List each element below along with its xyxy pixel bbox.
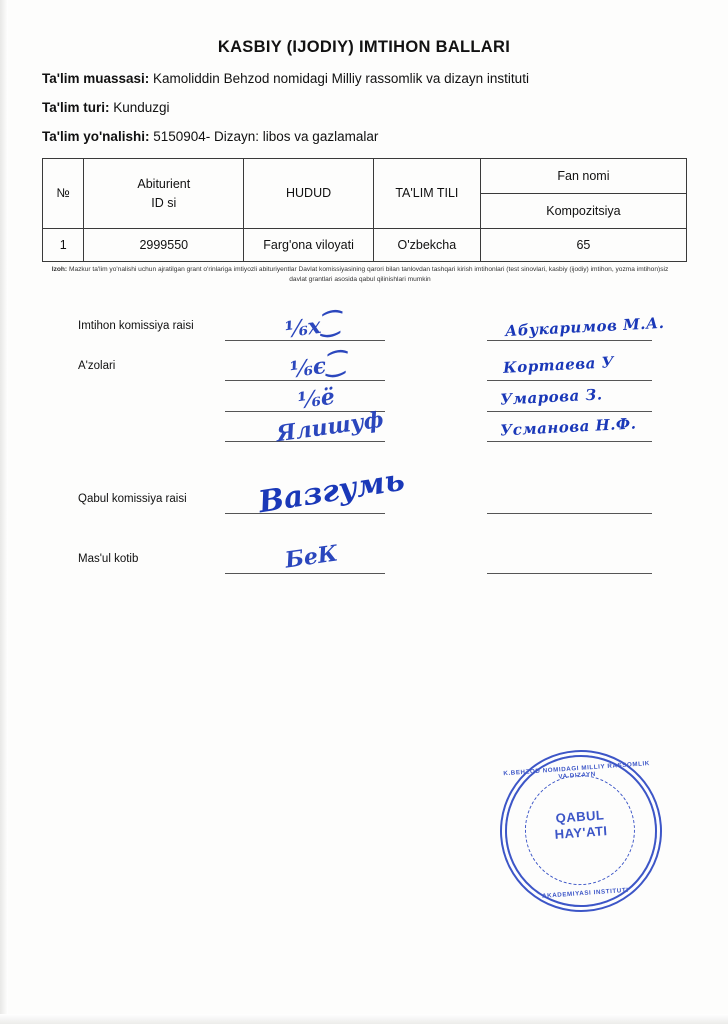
signature-line-secretary-left: [225, 573, 385, 574]
signature-line-secretary-right: [487, 573, 652, 574]
header-subject-name: Kompozitsiya: [480, 194, 686, 229]
signature-ink-member1: ⅙є⁐: [288, 350, 346, 384]
signature-line-member1-left: [225, 380, 385, 381]
signature-ink-member2: ⅙ё: [296, 383, 337, 415]
signature-label-members: A'zolari: [78, 360, 116, 372]
field-institution: [42, 71, 529, 86]
cell-applicant-id: 2999550: [84, 229, 244, 262]
header-subject-group: Fan nomi: [480, 159, 686, 194]
cell-region: Farg'ona viloyati: [244, 229, 374, 262]
footnote-lead: Izoh:: [51, 266, 68, 273]
scan-edge-bottom: [0, 1014, 728, 1024]
stamp-arc-bottom: AKADEMIYASI INSTITUTI: [541, 886, 629, 900]
header-region: HUDUD: [244, 159, 374, 229]
signature-line-member3-right: [487, 441, 652, 442]
field-program-value: 5150904- Dizayn: libos va gazlamalar: [153, 129, 379, 144]
signature-line-admission-left: [225, 513, 385, 514]
table-header-row: [43, 159, 687, 194]
signature-label-admission-chairman: Qabul komissiya raisi: [78, 493, 187, 505]
table-row: [43, 229, 687, 262]
signature-name-member1: Кортаева У: [502, 353, 615, 377]
signature-line-member1-right: [487, 380, 652, 381]
signature-ink-secretary: БеК: [283, 540, 340, 574]
field-program-label: Ta'lim yo'nalishi:: [42, 129, 150, 144]
official-stamp: [500, 750, 662, 912]
cell-language: O'zbekcha: [373, 229, 480, 262]
footnote: [50, 265, 670, 285]
header-applicant-id: [84, 159, 244, 229]
cell-no: 1: [43, 229, 84, 262]
page-title: KASBIY (IJODIY) IMTIHON BALLARI: [217, 38, 511, 56]
signature-name-member2: Умарова З.: [499, 385, 603, 409]
header-language: TA'LIM TILI: [373, 159, 480, 229]
signature-line-admission-right: [487, 513, 652, 514]
signature-line-member2-right: [487, 411, 652, 412]
signature-label-secretary: Mas'ul kotib: [78, 553, 139, 565]
signature-line-member2-left: [225, 411, 385, 412]
stamp-center-line2: HAY'ATI: [554, 823, 608, 843]
signature-label-chairman: Imtihon komissiya raisi: [78, 320, 194, 332]
signature-line-member3-left: [225, 441, 385, 442]
signature-name-chairman: Абукаримов М.А.: [504, 313, 665, 341]
signature-block: [0, 300, 728, 900]
field-study-type: [42, 100, 170, 115]
field-study-type-label: Ta'lim turi:: [42, 100, 110, 115]
signature-ink-chairman: ⅙x⁐: [283, 310, 341, 344]
signature-line-chairman-left: [225, 340, 385, 341]
stamp-arc-top: K.BEHZOD NOMIDAGI MILLIY RASSOMLIK VA DIZAYN: [503, 760, 651, 781]
field-institution-value: Kamoliddin Behzod nomidagi Milliy rassomlik va dizayn instituti: [153, 71, 529, 86]
field-program: [42, 129, 378, 144]
field-study-type-value: Kunduzgi: [113, 100, 170, 115]
footnote-text: Mazkur ta'lim yo'nalishi uchun ajratilgan grant o'rinlariga imtiyozli abituriyentlar Davlat komissiyasining qarori bilan tanlovdan tashqari kirish imtihonlari (test sinovlari, kasbiy (ijodiy) imtihon, yozma imtihon)siz davlat grantlari asosida qabul qilinishlari mumkin: [68, 266, 669, 284]
stamp-center-line1: QABUL: [555, 807, 605, 826]
header-no: №: [43, 159, 84, 229]
header-applicant-id-line2: ID si: [151, 195, 177, 210]
signature-ink-admission-chairman: Вазгумь: [256, 462, 407, 521]
signature-name-member3: Усманова Н.Ф.: [499, 414, 637, 440]
scores-table: [42, 158, 687, 262]
header-applicant-id-line1: Abiturient: [137, 177, 191, 192]
signature-line-chairman-right: [487, 340, 652, 341]
cell-score: 65: [480, 229, 686, 262]
signature-ink-member3: Ялишуф: [274, 406, 386, 448]
field-institution-label: Ta'lim muassasi:: [42, 71, 150, 86]
